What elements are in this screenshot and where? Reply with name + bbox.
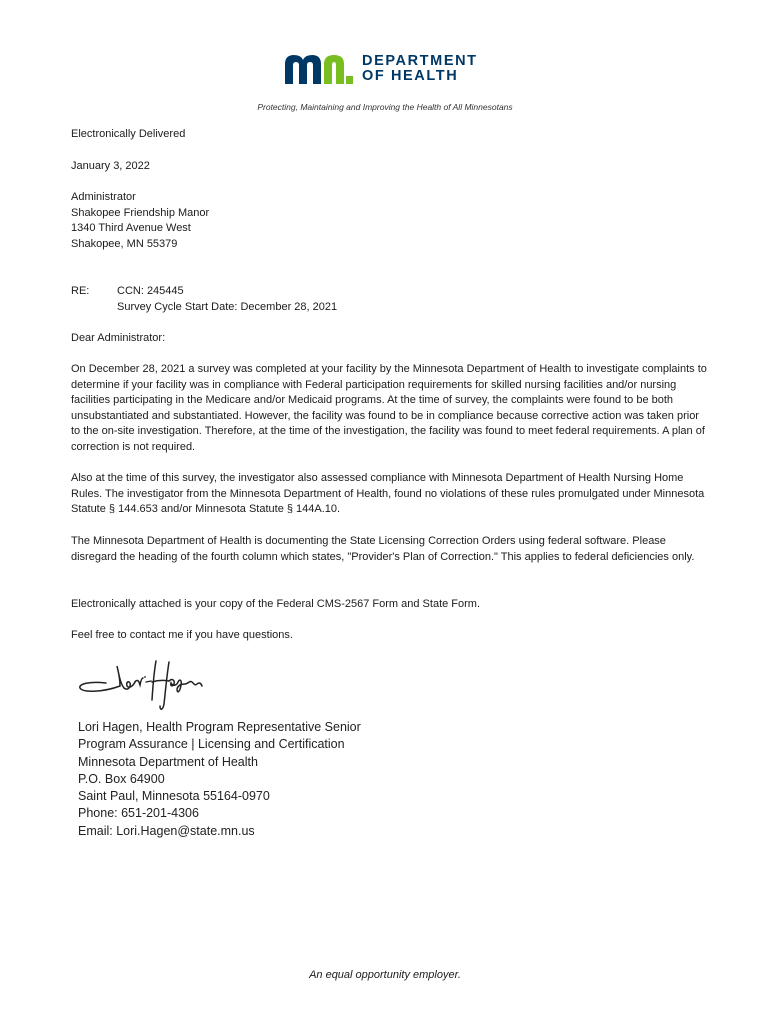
logo-text	[362, 54, 478, 84]
logo-text-line1: DEPARTMENT	[362, 53, 478, 69]
sender-name-title: Lori Hagen, Health Program Representative Senior	[78, 720, 361, 734]
sender-unit: Program Assurance | Licensing and Certification	[78, 737, 345, 752]
paragraph-survey-results: On December 28, 2021 a survey was completed at your facility by the Minnesota Department of Health to investigate complaints to determine if your facility was in compliance with Federal participation requirements for skilled nursing facilities and/or nursing facilities participating in the Medicare and/or Medicaid programs. At the time of survey, the complaints were found to be both unsubstantiated and substantiated. However, the facility was found to be in compliance because corrective action was taken prior to the on-site investigation. Therefore, at the time of the investigation, the facility was found to meet federal requirements. A plan of correction is not required.	[71, 363, 707, 453]
paragraph-nursing-home-rules: Also at the time of this survey, the investigator also assessed compliance with Minnesota Department of Health Nursing Home Rules. The investigator from the Minnesota Department of Health, found no violations of these rules promulgated under Minnesota Statute § 144.653 and/or Minnesota Statute § 144A.10.	[71, 472, 705, 516]
paragraph-attachments: Electronically attached is your copy of the Federal CMS-2567 Form and State Form.	[71, 598, 481, 610]
paragraph-correction-orders: The Minnesota Department of Health is documenting the State Licensing Correction Orders using federal software. Please disregard the heading of the fourth column which states, "Provider's Plan of Correction." This applies to federal deficiencies only.	[71, 535, 695, 563]
salutation: Dear Administrator:	[71, 332, 166, 344]
re-label: RE:	[71, 285, 90, 297]
sender-organization: Minnesota Department of Health	[78, 754, 258, 769]
sender-po-box: P.O. Box 64900	[78, 771, 165, 786]
footer-equal-opportunity: An equal opportunity employer.	[309, 969, 461, 981]
sender-phone: Phone: 651-201-4306	[78, 806, 199, 821]
paragraph-contact: Feel free to contact me if you have questions.	[71, 629, 293, 641]
re-details	[117, 284, 337, 315]
letter-date: January 3, 2022	[71, 160, 150, 172]
re-ccn: CCN: 245445	[117, 285, 184, 297]
recipient-line3: 1340 Third Avenue West	[71, 222, 191, 234]
recipient-line1: Administrator	[71, 191, 136, 203]
logo-text-line2: OF HEALTH	[362, 68, 459, 84]
signature-block	[78, 719, 361, 840]
tagline: Protecting, Maintaining and Improving the Health of All Minnesotans	[257, 102, 513, 112]
recipient-line2: Shakopee Friendship Manor	[71, 206, 210, 219]
recipient-line4: Shakopee, MN 55379	[71, 237, 178, 250]
re-survey-date: Survey Cycle Start Date: December 28, 2021	[117, 300, 338, 313]
recipient-address	[71, 190, 209, 252]
mn-logo-mark-icon	[284, 52, 354, 86]
mdh-logo	[284, 52, 478, 86]
sender-city: Saint Paul, Minnesota 55164-0970	[78, 789, 270, 804]
sender-email: Email: Lori.Hagen@state.mn.us	[78, 823, 255, 838]
handwritten-signature	[76, 656, 206, 712]
delivery-method: Electronically Delivered	[71, 128, 186, 140]
